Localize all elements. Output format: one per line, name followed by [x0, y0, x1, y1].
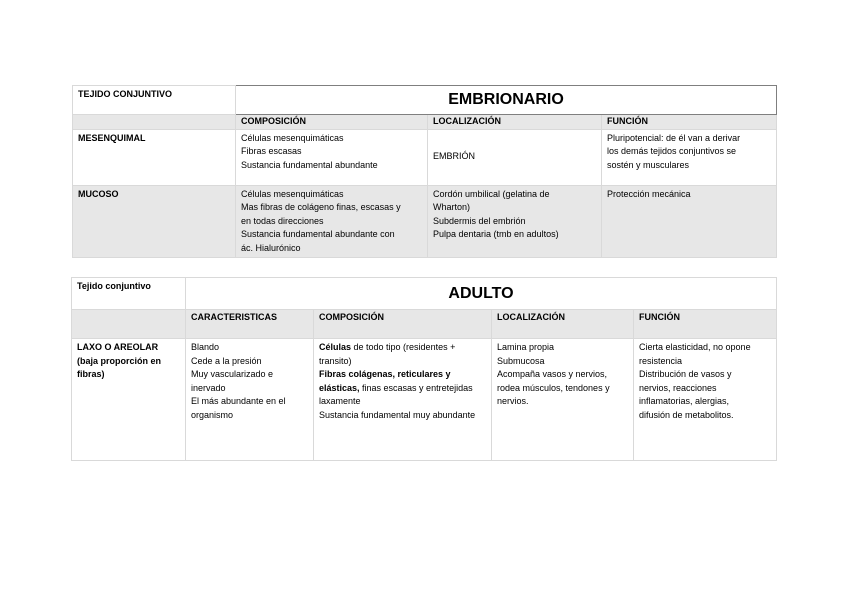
list-item: Cede a la presión: [191, 355, 262, 366]
composicion-text-celulas: de todo tipo (residentes + transito): [319, 342, 456, 366]
row-mucoso-localizacion: [428, 185, 602, 258]
table2-header-funcion: FUNCIÓN: [634, 310, 777, 339]
list-item: El más abundante en el: [191, 396, 286, 406]
composicion-item-fibras: [319, 368, 486, 409]
row-laxo-caracteristicas: [186, 339, 314, 461]
table2-title: ADULTO: [186, 278, 777, 310]
row-mesenquimal-composicion: [236, 129, 428, 185]
list-item: rodea músculos, tendones y: [497, 382, 610, 393]
table1-header-localizacion: LOCALIZACIÓN: [428, 115, 602, 130]
row-laxo-localizacion: [492, 339, 634, 461]
list-item: Células mesenquimáticas: [241, 188, 344, 199]
row-laxo-composicion: [314, 339, 492, 461]
row-mucoso-funcion: [602, 185, 777, 258]
list-item: sostén y musculares: [607, 159, 690, 170]
row-mesenquimal-funcion: [602, 129, 777, 185]
table2-header-caracteristicas: CARACTERISTICAS: [186, 310, 314, 339]
list-item: Protección mecánica: [607, 188, 691, 199]
table-adulto: [71, 277, 777, 461]
list-item: Subdermis del embrión: [433, 215, 526, 226]
composicion-item-sustancia: Sustancia fundamental muy abundante: [319, 409, 476, 420]
table1-header-funcion: FUNCIÓN: [602, 115, 777, 130]
list-item: ác. Hialurónico: [241, 242, 301, 253]
composicion-bold-fibras: Fibras colágenas, reticulares y elásticas,: [319, 369, 451, 393]
list-item: Blando: [191, 342, 220, 352]
list-item: Lamina propia: [497, 342, 555, 352]
list-item: Sustancia fundamental abundante con: [241, 229, 395, 239]
list-item: en todas direcciones: [241, 215, 324, 226]
list-item: Mas fibras de colágeno finas, escasas y: [241, 202, 401, 212]
list-item: nervios.: [497, 396, 529, 406]
list-item: Distribución de vasos y: [639, 369, 732, 379]
list-item: inflamatorias, alergias,: [639, 396, 730, 406]
table-embrionario: [72, 85, 777, 258]
list-item: nervios, reacciones: [639, 382, 717, 393]
table2-corner: Tejido conjuntivo: [72, 278, 186, 310]
table1-corner: TEJIDO CONJUNTIVO: [73, 86, 236, 115]
table2-header-empty: [72, 310, 186, 339]
list-item: Muy vascularizado e: [191, 369, 274, 379]
row-mucoso-composicion: [236, 185, 428, 258]
composicion-text-fibras: finas escasas y entretejidas laxamente: [319, 382, 473, 406]
table1-header-empty: [73, 115, 236, 130]
list-item: Submucosa: [497, 355, 545, 366]
table1-header-composicion: COMPOSICIÓN: [236, 115, 428, 130]
row-mesenquimal-localizacion: [428, 129, 602, 185]
list-item: organismo: [191, 409, 234, 420]
list-item: Células mesenquimáticas: [241, 132, 344, 143]
table1-title: EMBRIONARIO: [236, 86, 777, 115]
list-item: EMBRIÓN: [433, 151, 476, 162]
list-item: Wharton): [433, 202, 471, 212]
row-laxo-note: (baja proporción en fibras): [77, 355, 162, 379]
list-item: los demás tejidos conjuntivos se: [607, 146, 737, 156]
list-item: difusión de metabolitos.: [639, 409, 734, 420]
row-laxo-name: [72, 339, 186, 461]
row-laxo-funcion: [634, 339, 777, 461]
list-item: Acompaña vasos y nervios,: [497, 369, 608, 379]
list-item: resistencia: [639, 355, 683, 366]
list-item: Cierta elasticidad, no opone: [639, 342, 751, 352]
composicion-item-celulas: [319, 341, 486, 368]
row-laxo-title: LAXO O AREOLAR: [77, 342, 159, 352]
list-item: Pulpa dentaria (tmb en adultos): [433, 229, 559, 239]
list-item: Sustancia fundamental abundante: [241, 159, 378, 170]
list-item: inervado: [191, 382, 226, 393]
list-item: Pluripotencial: de él van a derivar: [607, 132, 741, 143]
row-mesenquimal-name: MESENQUIMAL: [73, 129, 236, 185]
list-item: Cordón umbilical (gelatina de: [433, 188, 550, 199]
row-mucoso-name: MUCOSO: [73, 185, 236, 258]
table2-header-composicion: COMPOSICIÓN: [314, 310, 492, 339]
list-item: Fibras escasas: [241, 146, 302, 156]
composicion-bold-celulas: Células: [319, 342, 352, 352]
table2-header-localizacion: LOCALIZACIÓN: [492, 310, 634, 339]
